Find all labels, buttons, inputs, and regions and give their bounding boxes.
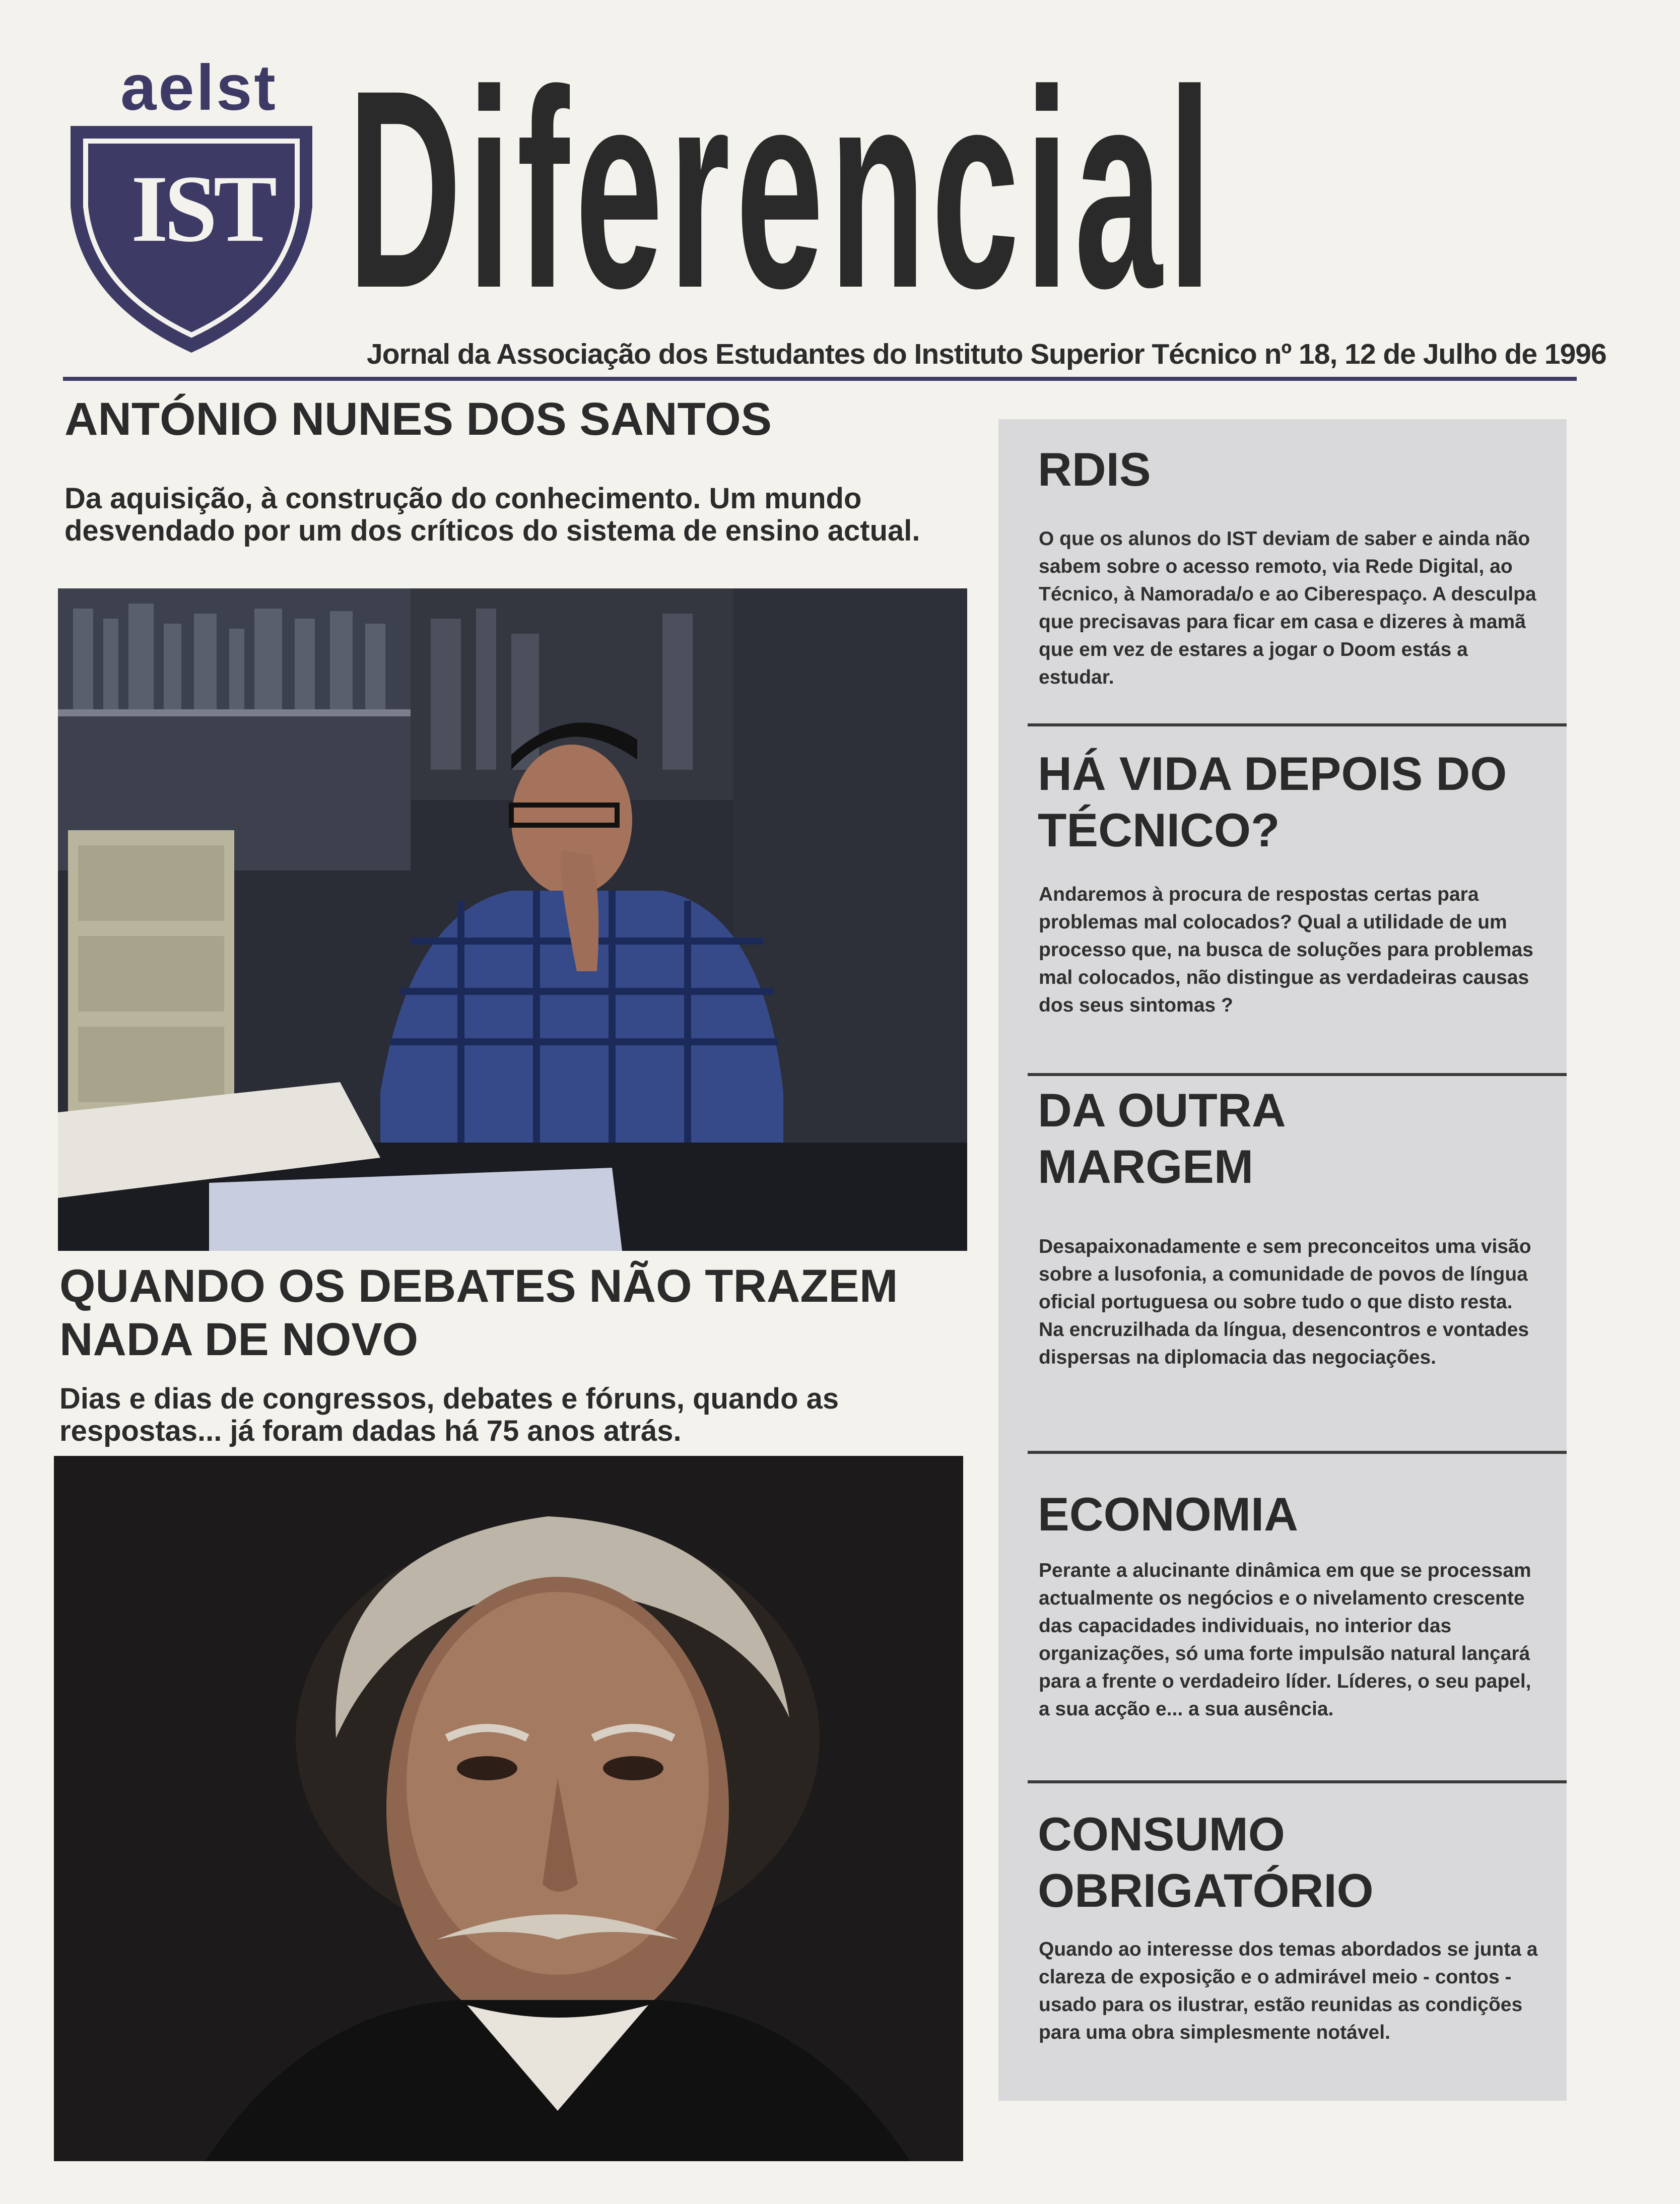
sidebar-divider (1028, 1780, 1567, 1783)
main-story-deck: Da aquisição, à construção do conhecimento. Um mundo desvendado por um dos críticos do sistema de ensino actual. (64, 482, 920, 547)
sidebar-text-economia: Perante a alucinante dinâmica em que se processam actualmente os negócios e o nivelamento crescente das capacidades individuais, no interior das organizações, só uma forte impulsão natural lançará para a frente o verdadeiro líder. Líderes, o seu papel, a sua acção e... a sua ausência. (1039, 1560, 1531, 1720)
masthead-tagline: Jornal da Associação dos Estudantes do Instituto Superior Técnico nº 18, 12 de Julho de 1996 (367, 338, 1606, 370)
old-man-portrait-illustration (54, 1456, 963, 2161)
office-portrait-illustration (58, 588, 967, 1251)
masthead-divider (63, 377, 1577, 381)
second-story-photo (54, 1456, 963, 2161)
sidebar-divider (1028, 723, 1567, 726)
masthead-title: Diferencial (348, 31, 1218, 347)
sidebar-title-margem: DA OUTRA MARGEM (1038, 1084, 1285, 1193)
sidebar-title-rdis: RDIS (1038, 443, 1151, 496)
aeist-logo (65, 52, 317, 358)
sidebar-text-margem: Desapaixonadamente e sem preconceitos uma visão sobre a lusofonia, a comunidade de povos de língua oficial portuguesa ou sobre tudo o que disto resta. Na encruzilhada da língua, desencontros e vontades dispersas na diplomacia das negociações. (1039, 1236, 1531, 1368)
sidebar-title-vida: HÁ VIDA DEPOIS DO TÉCNICO? (1038, 747, 1507, 856)
main-story-headline: ANTÓNIO NUNES DOS SANTOS (64, 393, 772, 445)
sidebar-text-vida: Andaremos à procura de respostas certas para problemas mal colocados? Qual a utilidade de um processo que, na busca de soluções para problemas mal colocados, não distingue as verdadeiras causas dos seus sintomas ? (1039, 884, 1533, 1016)
sidebar-text-rdis: O que os alunos do IST deviam de saber e ainda não sabem sobre o acesso remoto, via Rede Digital, ao Técnico, à Namorada/o e ao Ciberespaço. A desculpa que precisavas para ficar em casa e dizeres à mamã que em vez de estares a jogar o Doom estás a estudar. (1039, 528, 1536, 688)
sidebar-text-consumo: Quando ao interesse dos temas abordados se junta a clareza de exposição e o admirável meio - contos - usado para os ilustrar, estão reunidas as condições para uma obra simplesmente notável. (1039, 1939, 1538, 2043)
sidebar-divider (1028, 1073, 1567, 1076)
second-story-headline: QUANDO OS DEBATES NÃO TRAZEM NADA DE NOVO (59, 1260, 898, 1365)
sidebar-title-consumo: CONSUMO OBRIGATÓRIO (1038, 1808, 1374, 1917)
shield-monogram: IST (131, 156, 274, 262)
logo-wordmark: aelst (120, 52, 278, 124)
sidebar-title-economia: ECONOMIA (1038, 1488, 1298, 1541)
second-story-deck: Dias e dias de congressos, debates e fóruns, quando as respostas... já foram dadas há 75 anos atrás. (59, 1382, 839, 1447)
sidebar-divider (1028, 1451, 1567, 1454)
main-story-photo (58, 588, 967, 1251)
